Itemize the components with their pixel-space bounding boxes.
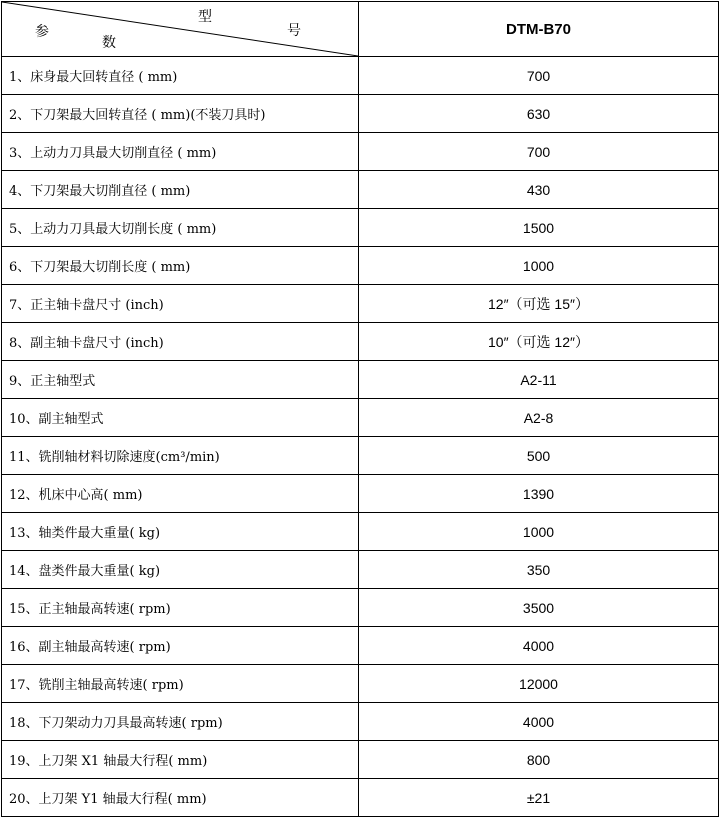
spec-row — [2, 95, 719, 133]
spec-table — [1, 1, 719, 817]
param-value-cell: 1500 — [359, 209, 719, 247]
spec-row — [2, 399, 719, 437]
param-name-cell: 3、上动力刀具最大切削直径 ( mm) — [2, 133, 359, 171]
param-value-cell: 4000 — [359, 627, 719, 665]
header-label-xing: 型 — [198, 9, 212, 25]
spec-row — [2, 551, 719, 589]
param-name-cell: 19、上刀架 X1 轴最大行程( mm) — [2, 741, 359, 779]
param-name-cell: 4、下刀架最大切削直径 ( mm) — [2, 171, 359, 209]
spec-row — [2, 361, 719, 399]
param-value-cell: 630 — [359, 95, 719, 133]
param-value-cell: 12000 — [359, 665, 719, 703]
param-value-cell: A2-8 — [359, 399, 719, 437]
header-label-can: 参 — [35, 24, 49, 40]
param-name-cell: 1、床身最大回转直径 ( mm) — [2, 57, 359, 95]
param-name-cell: 5、上动力刀具最大切削长度 ( mm) — [2, 209, 359, 247]
header-label-hao: 号 — [287, 23, 301, 39]
param-value-cell: A2-11 — [359, 361, 719, 399]
param-name-cell: 12、机床中心高( mm) — [2, 475, 359, 513]
spec-row — [2, 589, 719, 627]
param-name-cell: 9、正主轴型式 — [2, 361, 359, 399]
spec-row — [2, 247, 719, 285]
spec-row — [2, 779, 719, 817]
spec-row — [2, 171, 719, 209]
header-label-shu: 数 — [102, 35, 116, 51]
header-row — [2, 2, 719, 57]
spec-row — [2, 133, 719, 171]
param-value-cell: 800 — [359, 741, 719, 779]
param-value-cell: 4000 — [359, 703, 719, 741]
param-value-cell: 1000 — [359, 513, 719, 551]
diagonal-line — [2, 2, 358, 56]
param-value-cell: 500 — [359, 437, 719, 475]
spec-row — [2, 665, 719, 703]
param-value-cell: 3500 — [359, 589, 719, 627]
param-name-cell: 20、上刀架 Y1 轴最大行程( mm) — [2, 779, 359, 817]
param-name-cell: 7、正主轴卡盘尺寸 (inch) — [2, 285, 359, 323]
param-value-cell: 10″（可选 12″） — [359, 323, 719, 361]
param-name-cell: 14、盘类件最大重量( kg) — [2, 551, 359, 589]
model-header-cell: DTM-B70 — [359, 2, 719, 57]
spec-row — [2, 475, 719, 513]
param-value-cell: 1390 — [359, 475, 719, 513]
param-name-cell: 16、副主轴最高转速( rpm) — [2, 627, 359, 665]
spec-row — [2, 285, 719, 323]
spec-row — [2, 513, 719, 551]
param-name-cell: 2、下刀架最大回转直径 ( mm)(不装刀具时) — [2, 95, 359, 133]
spec-row — [2, 703, 719, 741]
param-value-cell: 700 — [359, 57, 719, 95]
spec-row — [2, 627, 719, 665]
param-value-cell: 700 — [359, 133, 719, 171]
param-name-cell: 17、铣削主轴最高转速( rpm) — [2, 665, 359, 703]
param-value-cell: 12″（可选 15″） — [359, 285, 719, 323]
spec-row — [2, 437, 719, 475]
param-value-cell: 350 — [359, 551, 719, 589]
param-name-cell: 8、副主轴卡盘尺寸 (inch) — [2, 323, 359, 361]
spec-row — [2, 741, 719, 779]
param-name-cell: 6、下刀架最大切削长度 ( mm) — [2, 247, 359, 285]
param-value-cell: 1000 — [359, 247, 719, 285]
param-name-cell: 10、副主轴型式 — [2, 399, 359, 437]
param-name-cell: 18、下刀架动力刀具最高转速( rpm) — [2, 703, 359, 741]
param-value-cell: 430 — [359, 171, 719, 209]
diagonal-header-cell — [2, 2, 359, 57]
param-value-cell: ±21 — [359, 779, 719, 817]
param-name-cell: 15、正主轴最高转速( rpm) — [2, 589, 359, 627]
spec-row — [2, 323, 719, 361]
spec-row — [2, 209, 719, 247]
spec-row — [2, 57, 719, 95]
param-name-cell: 13、轴类件最大重量( kg) — [2, 513, 359, 551]
param-name-cell: 11、铣削轴材料切除速度(cm³/min) — [2, 437, 359, 475]
